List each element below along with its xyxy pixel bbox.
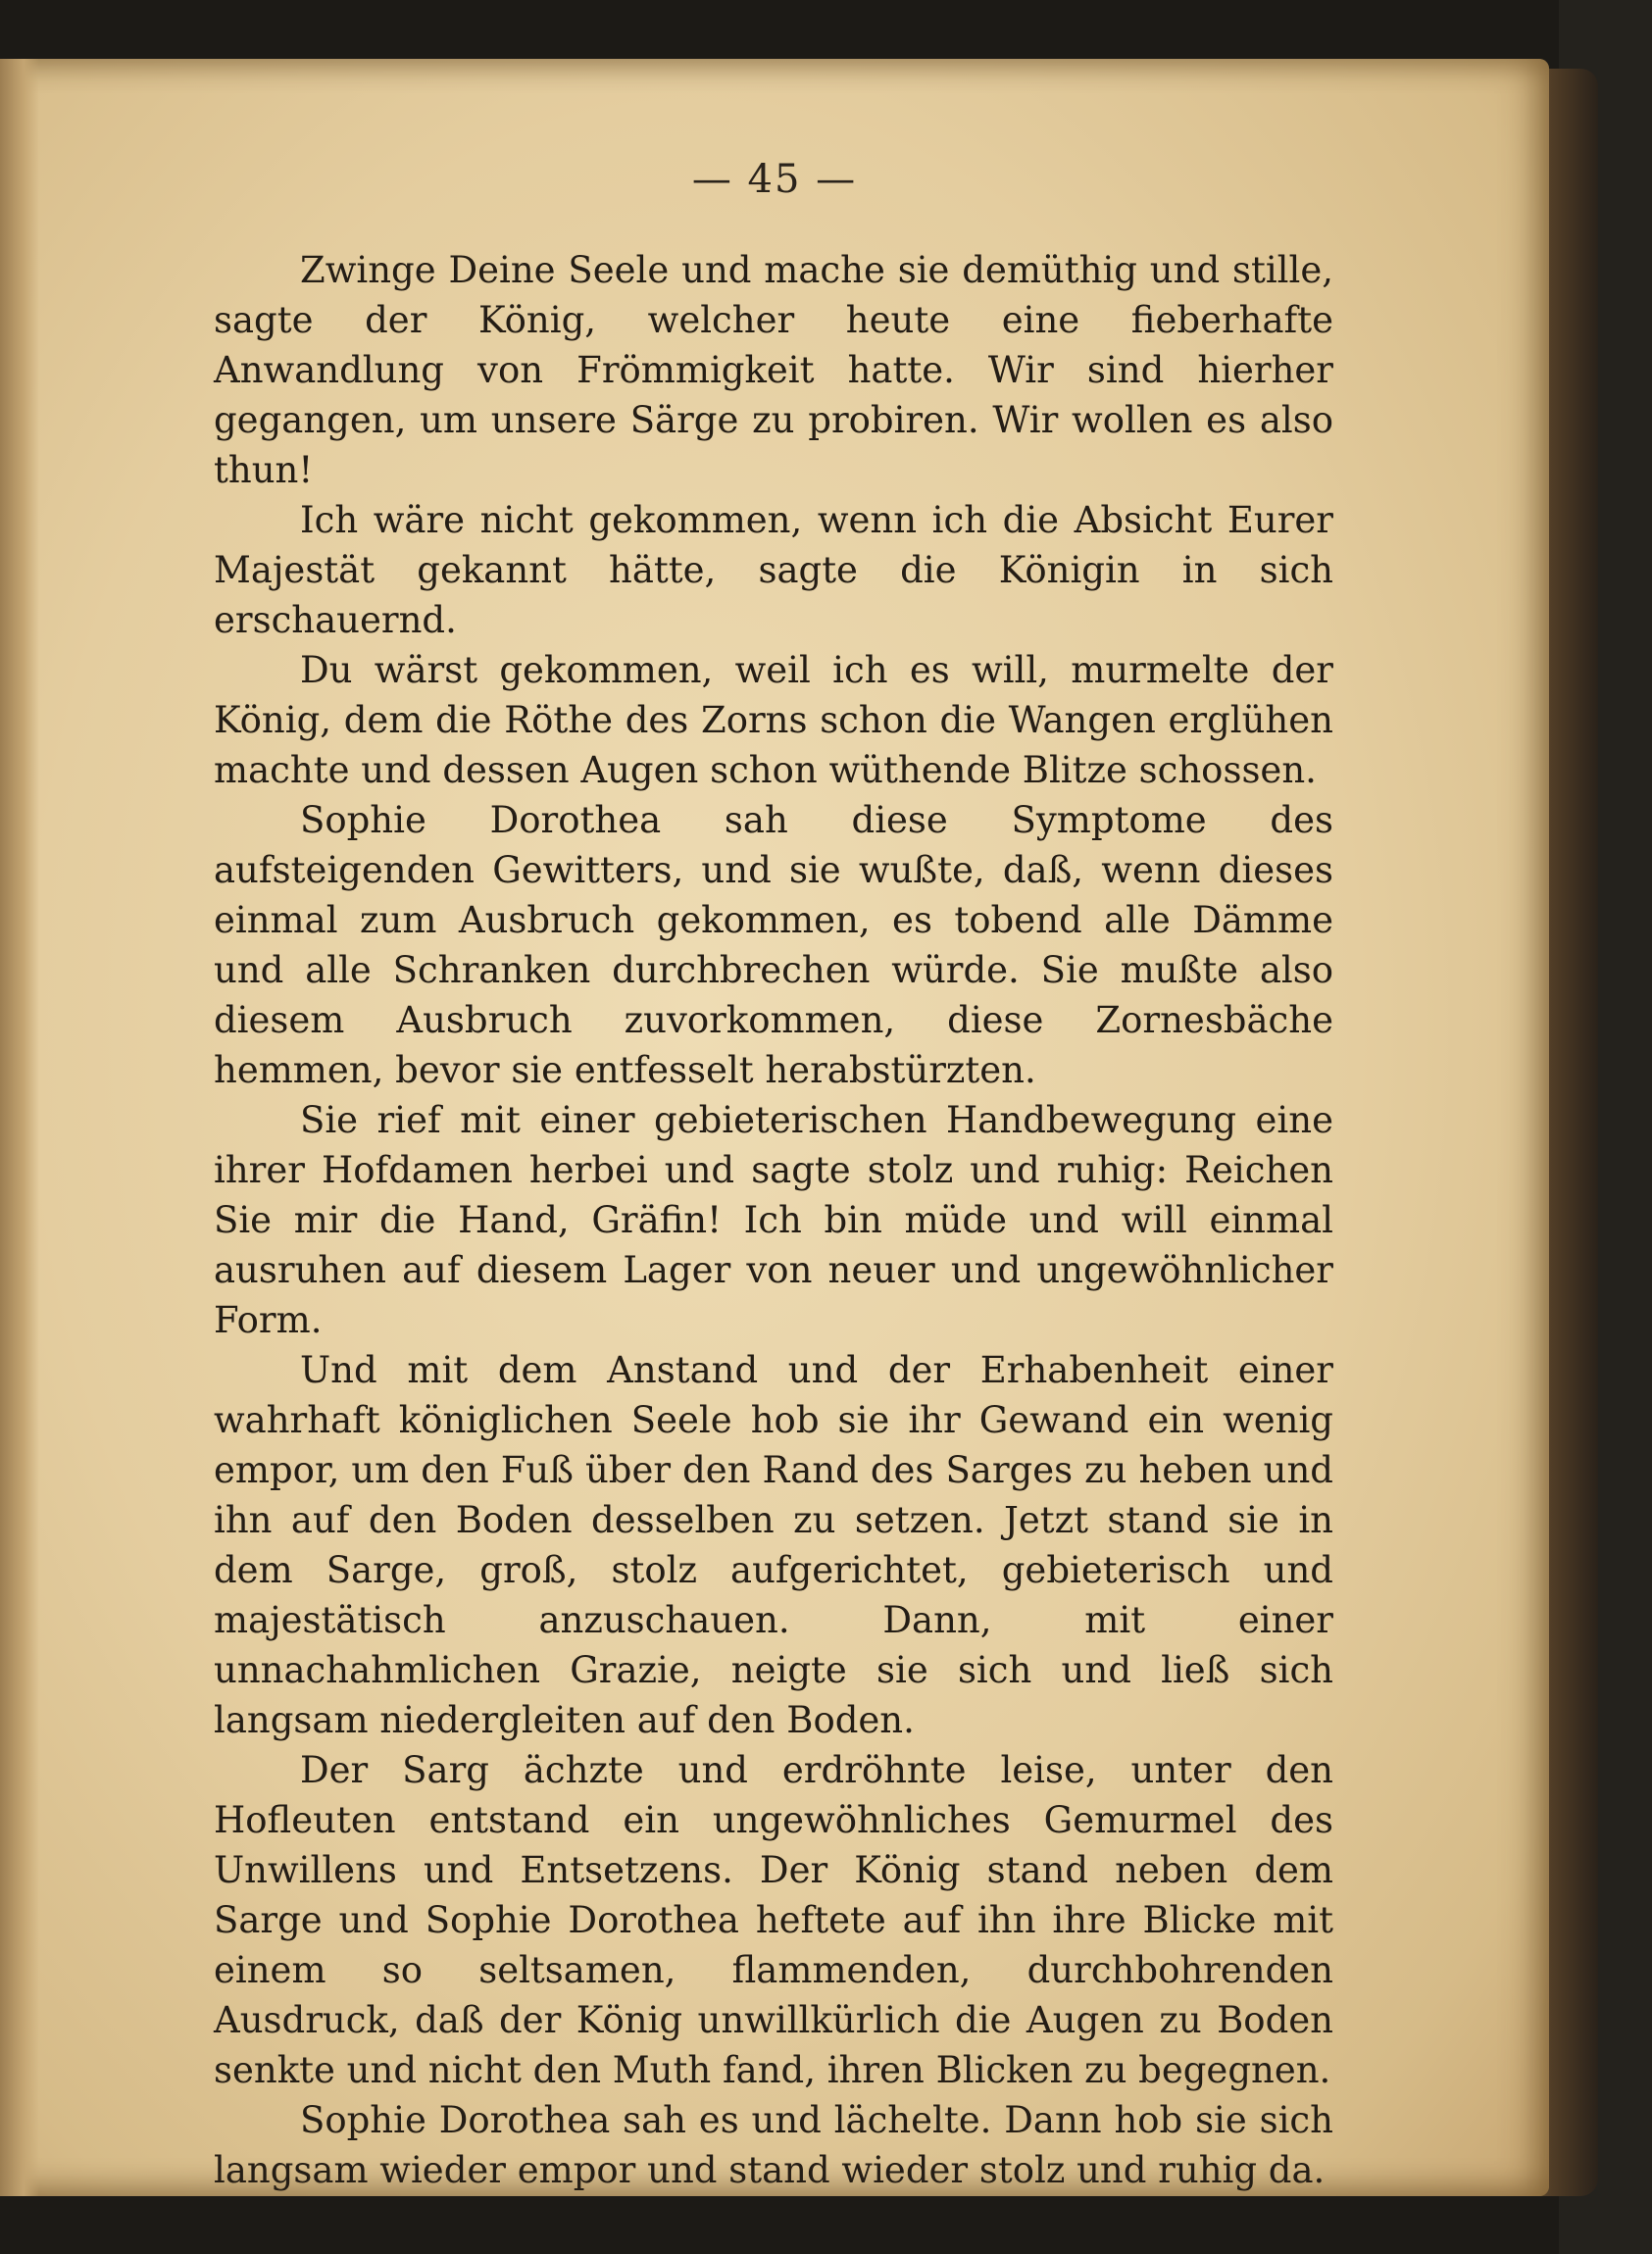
paragraph-5: Sie rief mit einer gebieterischen Handbewegung eine ihrer Hofdamen herbei und sagte stolz und ruhig: Reichen Sie mir die Hand, Gräfin! Ich bin müde und will einmal ausruhen auf diesem Lager von neuer und ungewöhnlicher Form. bbox=[214, 1099, 1333, 1341]
paragraph-3: Du wärst gekommen, weil ich es will, murmelte der König, dem die Röthe des Zorns schon die Wangen erglühen machte und dessen Augen schon wüthende Blitze schossen. bbox=[214, 649, 1333, 791]
page-gutter bbox=[0, 59, 39, 2196]
body-text bbox=[214, 245, 1333, 2195]
paragraph-8: Sophie Dorothea sah es und lächelte. Dann hob sie sich langsam wieder empor und stand wieder stolz und ruhig da. bbox=[214, 2099, 1333, 2191]
paragraph-6: Und mit dem Anstand und der Erhabenheit einer wahrhaft königlichen Seele hob sie ihr Gewand ein wenig empor, um den Fuß über den Rand des Sarges zu heben und ihn auf den Boden desselben zu setzen. Jetzt stand sie in dem Sarge, groß, stolz aufgerichtet, gebieterisch und majestätisch anzuschauen. Dann, mit einer unnachahmlichen Grazie, neigte sie sich und ließ sich langsam niedergleiten auf den Boden. bbox=[214, 1349, 1333, 1741]
page-number: — 45 — bbox=[691, 157, 858, 202]
paragraph-2: Ich wäre nicht gekommen, wenn ich die Absicht Eurer Majestät gekannt hätte, sagte die Königin in sich erschauernd. bbox=[214, 499, 1333, 641]
paragraph-4: Sophie Dorothea sah diese Symptome des aufsteigenden Gewitters, und sie wußte, daß, wenn dieses einmal zum Ausbruch gekommen, es tobend alle Dämme und alle Schranken durchbrechen würde. Sie mußte also diesem Ausbruch zuvorkommen, diese Zornesbäche hemmen, bevor sie entfesselt herabstürzten. bbox=[214, 799, 1333, 1091]
paragraph-7: Der Sarg ächzte und erdröhnte leise, unter den Hofleuten entstand ein ungewöhnliches Gemurmel des Unwillens und Entsetzens. Der König stand neben dem Sarge und Sophie Dorothea heftete auf ihn ihre Blicke mit einem so seltsamen, flammenden, durchbohrenden Ausdruck, daß der König unwillkürlich die Augen zu Boden senkte und nicht den Muth fand, ihren Blicken zu begegnen. bbox=[214, 1749, 1333, 2091]
paragraph-1: Zwinge Deine Seele und mache sie demüthig und stille, sagte der König, welcher heute eine fieberhafte Anwandlung von Frömmigkeit hatte. Wir sind hierher gegangen, um unsere Särge zu probiren. Wir wollen es also thun! bbox=[214, 249, 1333, 491]
